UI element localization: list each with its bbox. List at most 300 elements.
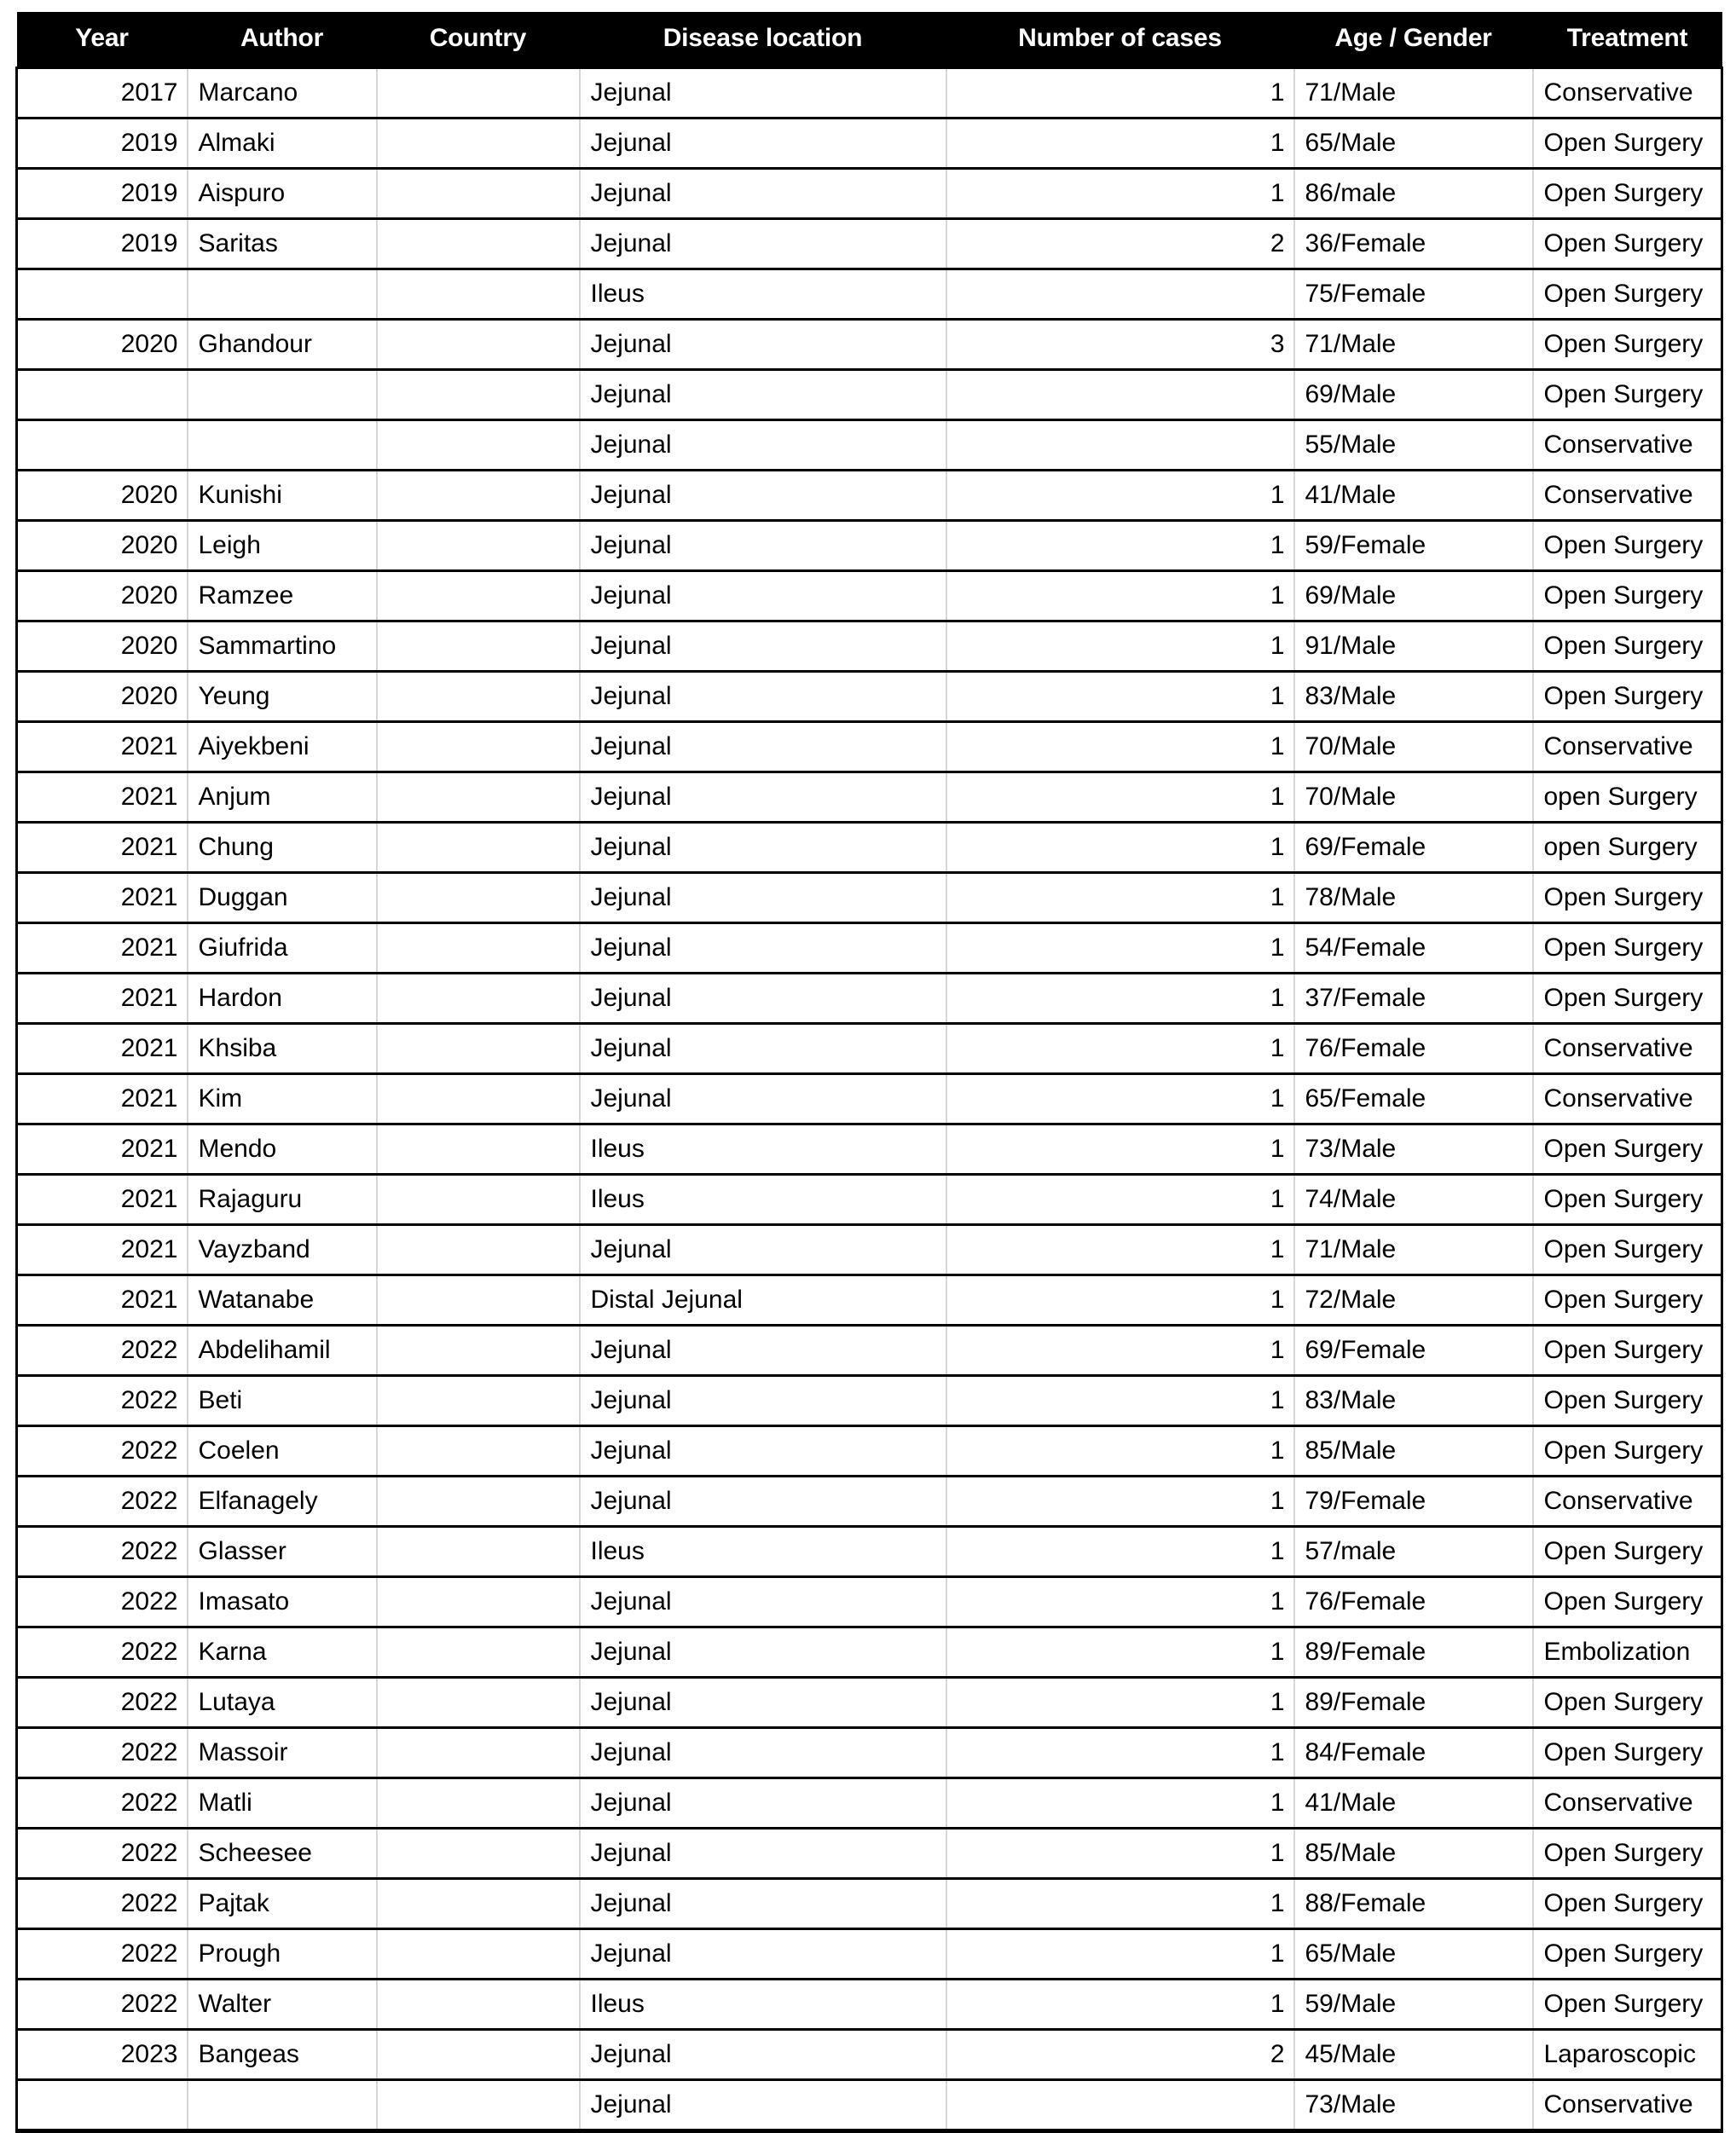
cell-year — [17, 269, 188, 320]
cell-location: Jejunal — [580, 1074, 946, 1124]
table-row — [17, 1929, 1722, 1980]
cell-cases: 2 — [946, 2030, 1294, 2080]
table-row — [17, 974, 1722, 1024]
cell-author: Coelen — [188, 1426, 377, 1477]
cell-country — [377, 1024, 580, 1074]
cell-cases: 1 — [946, 1980, 1294, 2030]
cell-location: Ileus — [580, 269, 946, 320]
cell-author: Rajaguru — [188, 1175, 377, 1225]
table-row — [17, 1678, 1722, 1728]
cell-treatment: Conservative — [1533, 722, 1722, 772]
cell-author: Sammartino — [188, 621, 377, 672]
table-row — [17, 1275, 1722, 1326]
table-body — [17, 68, 1722, 2131]
table-row — [17, 1175, 1722, 1225]
cell-treatment: open Surgery — [1533, 823, 1722, 873]
cell-year: 2022 — [17, 1577, 188, 1627]
cell-author: Marcano — [188, 68, 377, 118]
table-row — [17, 873, 1722, 923]
cell-year: 2020 — [17, 320, 188, 370]
cell-location: Jejunal — [580, 2030, 946, 2080]
cell-cases: 1 — [946, 772, 1294, 823]
cell-author: Kunishi — [188, 471, 377, 521]
cell-location: Ileus — [580, 1175, 946, 1225]
cell-treatment: Open Surgery — [1533, 1275, 1722, 1326]
cell-author: Aiyekbeni — [188, 722, 377, 772]
cell-age: 75/Female — [1294, 269, 1533, 320]
cell-age: 57/male — [1294, 1527, 1533, 1577]
cell-year — [17, 370, 188, 420]
cell-age: 74/Male — [1294, 1175, 1533, 1225]
cell-country — [377, 2080, 580, 2131]
cell-year: 2021 — [17, 974, 188, 1024]
cell-country — [377, 1678, 580, 1728]
cell-cases: 1 — [946, 1124, 1294, 1175]
cell-country — [377, 1829, 580, 1879]
cell-author: Hardon — [188, 974, 377, 1024]
cell-country — [377, 370, 580, 420]
cell-treatment: Conservative — [1533, 420, 1722, 471]
cell-age: 69/Female — [1294, 1326, 1533, 1376]
cell-location: Jejunal — [580, 1024, 946, 1074]
table-row — [17, 923, 1722, 974]
cell-cases: 1 — [946, 1627, 1294, 1678]
cell-country — [377, 169, 580, 219]
cell-age: 71/Male — [1294, 1225, 1533, 1275]
cell-country — [377, 219, 580, 269]
cell-year — [17, 420, 188, 471]
cell-year: 2020 — [17, 521, 188, 571]
cell-cases: 1 — [946, 521, 1294, 571]
cell-author: Ghandour — [188, 320, 377, 370]
cell-treatment: Open Surgery — [1533, 1124, 1722, 1175]
cell-cases: 1 — [946, 1074, 1294, 1124]
cell-year: 2020 — [17, 621, 188, 672]
cell-cases — [946, 2080, 1294, 2131]
cell-age: 36/Female — [1294, 219, 1533, 269]
cell-author: Anjum — [188, 772, 377, 823]
cell-age: 89/Female — [1294, 1627, 1533, 1678]
cell-treatment: Open Surgery — [1533, 974, 1722, 1024]
cell-age: 45/Male — [1294, 2030, 1533, 2080]
cell-age: 89/Female — [1294, 1678, 1533, 1728]
cell-age: 54/Female — [1294, 923, 1533, 974]
cell-location: Jejunal — [580, 1778, 946, 1829]
cell-treatment: Open Surgery — [1533, 118, 1722, 169]
cell-country — [377, 68, 580, 118]
cell-age: 79/Female — [1294, 1477, 1533, 1527]
cell-author — [188, 370, 377, 420]
cell-location: Jejunal — [580, 219, 946, 269]
cell-country — [377, 471, 580, 521]
cell-cases: 1 — [946, 873, 1294, 923]
cell-cases: 1 — [946, 118, 1294, 169]
cell-cases: 2 — [946, 219, 1294, 269]
cell-treatment: Open Surgery — [1533, 923, 1722, 974]
cell-location: Jejunal — [580, 1678, 946, 1728]
table-row — [17, 1778, 1722, 1829]
table-row — [17, 1980, 1722, 2030]
cell-location: Jejunal — [580, 320, 946, 370]
cell-location: Ileus — [580, 1124, 946, 1175]
table-row — [17, 420, 1722, 471]
cell-author: Khsiba — [188, 1024, 377, 1074]
cell-author: Vayzband — [188, 1225, 377, 1275]
cell-cases: 1 — [946, 823, 1294, 873]
cell-author: Glasser — [188, 1527, 377, 1577]
table-row — [17, 1225, 1722, 1275]
cell-treatment: Open Surgery — [1533, 1577, 1722, 1627]
cell-cases: 1 — [946, 1477, 1294, 1527]
cell-country — [377, 521, 580, 571]
cell-author: Giufrida — [188, 923, 377, 974]
cell-treatment: Open Surgery — [1533, 521, 1722, 571]
cell-treatment: Open Surgery — [1533, 219, 1722, 269]
cell-location: Jejunal — [580, 521, 946, 571]
cell-treatment: Open Surgery — [1533, 169, 1722, 219]
table-row — [17, 169, 1722, 219]
cell-country — [377, 1225, 580, 1275]
column-header-author: Author — [188, 12, 377, 68]
table-row — [17, 2030, 1722, 2080]
cell-year: 2022 — [17, 1326, 188, 1376]
cell-country — [377, 672, 580, 722]
cell-cases: 1 — [946, 621, 1294, 672]
column-header-age: Age / Gender — [1294, 12, 1533, 68]
cell-cases: 1 — [946, 1728, 1294, 1778]
cell-year: 2022 — [17, 1778, 188, 1829]
cell-cases: 1 — [946, 1024, 1294, 1074]
cell-year: 2020 — [17, 471, 188, 521]
cell-year: 2021 — [17, 772, 188, 823]
cell-country — [377, 1477, 580, 1527]
cell-author: Abdelihamil — [188, 1326, 377, 1376]
cell-cases: 1 — [946, 169, 1294, 219]
cell-year: 2022 — [17, 1728, 188, 1778]
cell-country — [377, 1627, 580, 1678]
cell-country — [377, 1376, 580, 1426]
cell-author: Pajtak — [188, 1879, 377, 1929]
cell-location: Jejunal — [580, 370, 946, 420]
cell-cases: 1 — [946, 1275, 1294, 1326]
cell-location: Jejunal — [580, 68, 946, 118]
cell-treatment: Open Surgery — [1533, 1326, 1722, 1376]
table-row — [17, 521, 1722, 571]
column-header-year: Year — [17, 12, 188, 68]
cell-year: 2021 — [17, 823, 188, 873]
cell-location: Jejunal — [580, 1577, 946, 1627]
cell-treatment: Open Surgery — [1533, 672, 1722, 722]
cell-author: Walter — [188, 1980, 377, 2030]
table-row — [17, 722, 1722, 772]
cell-author: Lutaya — [188, 1678, 377, 1728]
cell-age: 55/Male — [1294, 420, 1533, 471]
cell-country — [377, 269, 580, 320]
cell-age: 70/Male — [1294, 772, 1533, 823]
cell-country — [377, 823, 580, 873]
cell-country — [377, 621, 580, 672]
cell-treatment: Conservative — [1533, 1024, 1722, 1074]
cell-author: Beti — [188, 1376, 377, 1426]
cell-country — [377, 1929, 580, 1980]
cell-year: 2017 — [17, 68, 188, 118]
cell-age: 85/Male — [1294, 1829, 1533, 1879]
cell-treatment: Open Surgery — [1533, 269, 1722, 320]
cell-treatment: Open Surgery — [1533, 571, 1722, 621]
cell-age: 71/Male — [1294, 320, 1533, 370]
cell-age: 41/Male — [1294, 471, 1533, 521]
cell-cases: 1 — [946, 722, 1294, 772]
cell-country — [377, 1879, 580, 1929]
cell-age: 73/Male — [1294, 1124, 1533, 1175]
column-header-treatment: Treatment — [1533, 12, 1722, 68]
cell-age: 69/Male — [1294, 370, 1533, 420]
cell-cases: 1 — [946, 1678, 1294, 1728]
cell-age: 85/Male — [1294, 1426, 1533, 1477]
cell-treatment: Conservative — [1533, 471, 1722, 521]
cell-treatment: Open Surgery — [1533, 1175, 1722, 1225]
cell-cases: 1 — [946, 672, 1294, 722]
cell-year: 2022 — [17, 1376, 188, 1426]
cell-author: Almaki — [188, 118, 377, 169]
cell-treatment: open Surgery — [1533, 772, 1722, 823]
cell-age: 37/Female — [1294, 974, 1533, 1024]
cell-location: Jejunal — [580, 1477, 946, 1527]
cell-age: 69/Female — [1294, 823, 1533, 873]
cell-location: Jejunal — [580, 1376, 946, 1426]
cell-country — [377, 722, 580, 772]
cell-age: 84/Female — [1294, 1728, 1533, 1778]
cell-treatment: Open Surgery — [1533, 320, 1722, 370]
cell-cases: 1 — [946, 571, 1294, 621]
cell-author: Mendo — [188, 1124, 377, 1175]
cell-location: Jejunal — [580, 169, 946, 219]
cell-age: 72/Male — [1294, 1275, 1533, 1326]
cell-location: Jejunal — [580, 974, 946, 1024]
table-row — [17, 1074, 1722, 1124]
table-row — [17, 1627, 1722, 1678]
cell-author: Chung — [188, 823, 377, 873]
cell-treatment: Open Surgery — [1533, 1678, 1722, 1728]
cell-location: Jejunal — [580, 118, 946, 169]
table-row — [17, 571, 1722, 621]
cell-age: 69/Male — [1294, 571, 1533, 621]
cell-author: Karna — [188, 1627, 377, 1678]
table-row — [17, 370, 1722, 420]
column-header-country: Country — [377, 12, 580, 68]
cell-treatment: Open Surgery — [1533, 1879, 1722, 1929]
table-row — [17, 823, 1722, 873]
cell-age: 65/Male — [1294, 118, 1533, 169]
cell-country — [377, 1074, 580, 1124]
cell-year: 2023 — [17, 2030, 188, 2080]
case-reports-table — [15, 12, 1723, 2133]
table-row — [17, 1728, 1722, 1778]
table-row — [17, 269, 1722, 320]
cell-location: Jejunal — [580, 1426, 946, 1477]
cell-year: 2021 — [17, 722, 188, 772]
cell-location: Jejunal — [580, 923, 946, 974]
cell-age: 59/Female — [1294, 521, 1533, 571]
cell-country — [377, 1124, 580, 1175]
cell-year: 2022 — [17, 1980, 188, 2030]
cell-author — [188, 2080, 377, 2131]
cell-treatment: Open Surgery — [1533, 1376, 1722, 1426]
cell-cases: 1 — [946, 1778, 1294, 1829]
cell-age: 78/Male — [1294, 873, 1533, 923]
cell-treatment: Embolization — [1533, 1627, 1722, 1678]
table-row — [17, 621, 1722, 672]
cell-location: Jejunal — [580, 873, 946, 923]
table-row — [17, 672, 1722, 722]
cell-cases: 1 — [946, 1376, 1294, 1426]
cell-location: Jejunal — [580, 772, 946, 823]
cell-age: 73/Male — [1294, 2080, 1533, 2131]
cell-year: 2021 — [17, 1275, 188, 1326]
cell-country — [377, 1577, 580, 1627]
table-row — [17, 68, 1722, 118]
cell-cases — [946, 269, 1294, 320]
cell-cases: 1 — [946, 1577, 1294, 1627]
cell-location: Jejunal — [580, 722, 946, 772]
cell-location: Jejunal — [580, 420, 946, 471]
cell-age: 65/Female — [1294, 1074, 1533, 1124]
cell-author: Duggan — [188, 873, 377, 923]
table-row — [17, 1527, 1722, 1577]
cell-year: 2021 — [17, 923, 188, 974]
cell-location: Jejunal — [580, 672, 946, 722]
table-row — [17, 1829, 1722, 1879]
cell-treatment: Open Surgery — [1533, 1225, 1722, 1275]
column-header-cases: Number of cases — [946, 12, 1294, 68]
table-row — [17, 1879, 1722, 1929]
cell-author: Bangeas — [188, 2030, 377, 2080]
cell-location: Jejunal — [580, 1829, 946, 1879]
cell-year: 2021 — [17, 1024, 188, 1074]
table-row — [17, 1477, 1722, 1527]
cell-cases: 1 — [946, 1527, 1294, 1577]
cell-author: Massoir — [188, 1728, 377, 1778]
cell-year: 2020 — [17, 672, 188, 722]
cell-cases: 1 — [946, 471, 1294, 521]
cell-cases: 1 — [946, 1175, 1294, 1225]
table-row — [17, 1376, 1722, 1426]
cell-author: Saritas — [188, 219, 377, 269]
cell-country — [377, 2030, 580, 2080]
cell-age: 76/Female — [1294, 1024, 1533, 1074]
cell-country — [377, 1778, 580, 1829]
table-row — [17, 2080, 1722, 2131]
cell-treatment: Laparoscopic — [1533, 2030, 1722, 2080]
cell-year: 2022 — [17, 1627, 188, 1678]
cell-author: Ramzee — [188, 571, 377, 621]
cell-cases — [946, 420, 1294, 471]
column-header-location: Disease location — [580, 12, 946, 68]
cell-age: 76/Female — [1294, 1577, 1533, 1627]
cell-location: Jejunal — [580, 471, 946, 521]
table-header-row — [17, 12, 1722, 68]
cell-author: Prough — [188, 1929, 377, 1980]
cell-treatment: Open Surgery — [1533, 1829, 1722, 1879]
table-row — [17, 1124, 1722, 1175]
cell-year: 2022 — [17, 1426, 188, 1477]
cell-cases: 3 — [946, 320, 1294, 370]
cell-location: Jejunal — [580, 1728, 946, 1778]
cell-country — [377, 1175, 580, 1225]
cell-year: 2022 — [17, 1879, 188, 1929]
cell-author: Imasato — [188, 1577, 377, 1627]
cell-location: Jejunal — [580, 571, 946, 621]
cell-country — [377, 1275, 580, 1326]
cell-cases: 1 — [946, 68, 1294, 118]
cell-location: Jejunal — [580, 1929, 946, 1980]
cell-cases: 1 — [946, 1929, 1294, 1980]
cell-location: Jejunal — [580, 1225, 946, 1275]
cell-cases: 1 — [946, 974, 1294, 1024]
cell-country — [377, 1728, 580, 1778]
cell-treatment: Conservative — [1533, 1778, 1722, 1829]
table-row — [17, 1326, 1722, 1376]
cell-age: 86/male — [1294, 169, 1533, 219]
cell-year: 2022 — [17, 1527, 188, 1577]
cell-treatment: Open Surgery — [1533, 873, 1722, 923]
cell-treatment: Conservative — [1533, 2080, 1722, 2131]
cell-location: Jejunal — [580, 1326, 946, 1376]
table-row — [17, 1577, 1722, 1627]
table-row — [17, 118, 1722, 169]
cell-year: 2021 — [17, 1175, 188, 1225]
cell-country — [377, 1326, 580, 1376]
cell-country — [377, 320, 580, 370]
cell-year: 2019 — [17, 118, 188, 169]
cell-treatment: Conservative — [1533, 1477, 1722, 1527]
cell-age: 91/Male — [1294, 621, 1533, 672]
cell-location: Distal Jejunal — [580, 1275, 946, 1326]
cell-year: 2021 — [17, 1124, 188, 1175]
cell-age: 65/Male — [1294, 1929, 1533, 1980]
cell-age: 71/Male — [1294, 68, 1533, 118]
table-row — [17, 1426, 1722, 1477]
cell-author: Watanabe — [188, 1275, 377, 1326]
cell-treatment: Open Surgery — [1533, 370, 1722, 420]
cell-cases: 1 — [946, 1879, 1294, 1929]
cell-age: 41/Male — [1294, 1778, 1533, 1829]
cell-cases: 1 — [946, 923, 1294, 974]
cell-country — [377, 1426, 580, 1477]
table-row — [17, 320, 1722, 370]
cell-country — [377, 420, 580, 471]
cell-location: Jejunal — [580, 2080, 946, 2131]
cell-location: Jejunal — [580, 1627, 946, 1678]
cell-year: 2021 — [17, 873, 188, 923]
cell-year: 2019 — [17, 169, 188, 219]
cell-treatment: Open Surgery — [1533, 1980, 1722, 2030]
cell-year — [17, 2080, 188, 2131]
cell-author: Scheesee — [188, 1829, 377, 1879]
table-row — [17, 471, 1722, 521]
cell-cases: 1 — [946, 1225, 1294, 1275]
cell-location: Ileus — [580, 1527, 946, 1577]
cell-author: Leigh — [188, 521, 377, 571]
cell-country — [377, 873, 580, 923]
cell-cases — [946, 370, 1294, 420]
cell-treatment: Conservative — [1533, 1074, 1722, 1124]
cell-age: 83/Male — [1294, 672, 1533, 722]
cell-year: 2022 — [17, 1929, 188, 1980]
cell-author: Yeung — [188, 672, 377, 722]
cell-cases: 1 — [946, 1829, 1294, 1879]
cell-year: 2019 — [17, 219, 188, 269]
